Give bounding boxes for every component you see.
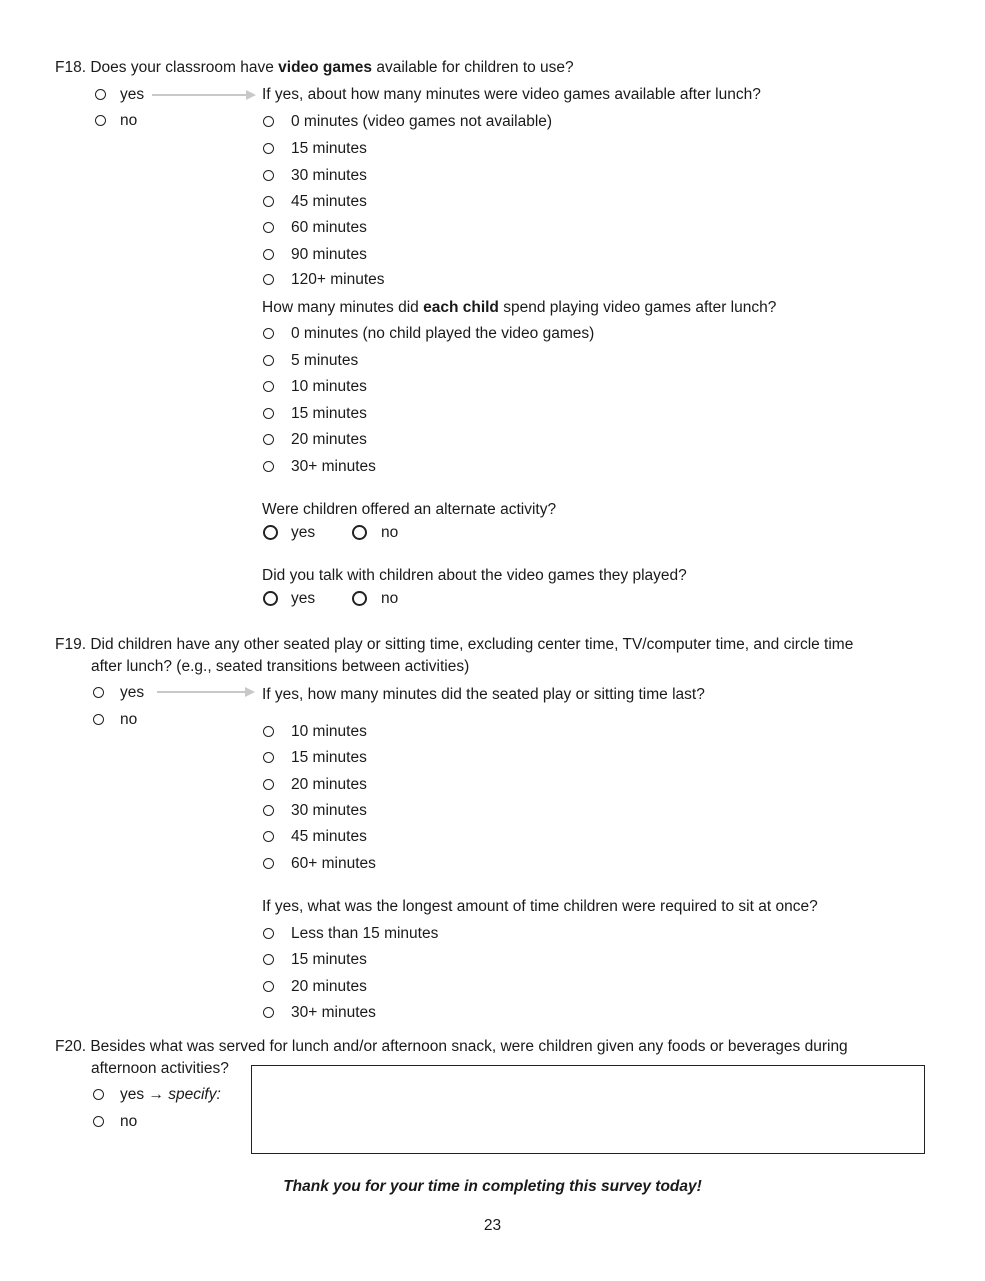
f19-no-label: no [120, 711, 138, 728]
f18-sub2-radio[interactable] [263, 328, 274, 339]
f19-sub1-label: 60+ minutes [291, 855, 376, 872]
f19-question [55, 635, 853, 655]
f19-sub1-radio[interactable] [263, 831, 274, 842]
f18-sub1-radio[interactable] [263, 143, 274, 154]
f19-sub2-radio[interactable] [263, 954, 274, 965]
f18-sub2-label: 5 minutes [291, 352, 359, 369]
f18-sub2-radio[interactable] [263, 355, 274, 366]
f19-sub2-radio[interactable] [263, 928, 274, 939]
f19-question-line1: Did children have any other seated play or sitting time, excluding center time, TV/computer time, and circle time [90, 636, 854, 653]
f18-sub2-bold: each child [423, 299, 499, 316]
f18-sub1-label: 15 minutes [291, 140, 367, 157]
f19-sub2-radio[interactable] [263, 1007, 274, 1018]
f19-number: F19. [55, 636, 87, 653]
arrow-right-icon: → [148, 1086, 164, 1103]
f20-specify-textbox[interactable] [251, 1065, 925, 1154]
f20-question [55, 1037, 848, 1057]
f18-sub2-label: 20 minutes [291, 431, 367, 448]
f19-no-radio[interactable] [93, 714, 104, 725]
f19-yes-label: yes [120, 684, 145, 701]
f19-sub2-label: 15 minutes [291, 951, 367, 968]
f18-no-radio[interactable] [95, 115, 106, 126]
f18-sub4-question: Did you talk with children about the video games they played? [262, 567, 687, 584]
f18-sub4-yes-label: yes [291, 590, 316, 607]
f18-sub1-radio[interactable] [263, 249, 274, 260]
f18-sub1-label: 120+ minutes [291, 271, 385, 288]
f18-sub2-radio[interactable] [263, 461, 274, 472]
f19-sub2-label: 20 minutes [291, 978, 367, 995]
f18-sub2-label: 30+ minutes [291, 458, 376, 475]
f20-question-line1: Besides what was served for lunch and/or afternoon snack, were children given any foods or beverages during [90, 1038, 848, 1055]
f19-sub2-radio[interactable] [263, 981, 274, 992]
f20-number: F20. [55, 1038, 87, 1055]
f19-sub1-radio[interactable] [263, 726, 274, 737]
f18-yes-radio[interactable] [95, 89, 106, 100]
f19-skip-arrow-line [157, 691, 248, 693]
f19-sub1-radio[interactable] [263, 858, 274, 869]
f20-yes-label [120, 1085, 221, 1105]
f18-yes-label: yes [120, 86, 145, 103]
f18-no-label: no [120, 112, 138, 129]
f18-sub3-no-radio[interactable] [352, 525, 367, 540]
f18-sub2-label: 10 minutes [291, 378, 367, 395]
f18-sub2-pre: How many minutes did [262, 299, 424, 316]
f18-sub4-no-label: no [381, 590, 399, 607]
f19-sub2-label: 30+ minutes [291, 1004, 376, 1021]
f18-sub1-label: 0 minutes (video games not available) [291, 113, 553, 130]
f18-sub4-no-radio[interactable] [352, 591, 367, 606]
f18-skip-arrow-line [152, 94, 248, 96]
f18-sub1-radio[interactable] [263, 222, 274, 233]
f19-sub1-radio[interactable] [263, 779, 274, 790]
f18-sub1-radio[interactable] [263, 170, 274, 181]
f18-sub2-post: spend playing video games after lunch? [498, 299, 777, 316]
f18-sub2-question [262, 298, 776, 318]
page-number: 23 [483, 1217, 502, 1234]
f18-question-pre: Does your classroom have [90, 59, 279, 76]
f18-sub1-label: 45 minutes [291, 193, 367, 210]
f18-sub1-question: If yes, about how many minutes were video games available after lunch? [262, 86, 761, 103]
f18-sub1-label: 30 minutes [291, 167, 367, 184]
f19-sub1-radio[interactable] [263, 752, 274, 763]
f20-no-label: no [120, 1113, 138, 1130]
f19-skip-arrow-icon [245, 687, 255, 697]
f20-question-line2: afternoon activities? [91, 1060, 229, 1077]
f19-sub1-label: 20 minutes [291, 776, 367, 793]
f18-sub3-no-label: no [381, 524, 399, 541]
f18-sub1-radio[interactable] [263, 274, 274, 285]
f18-question-post: available for children to use? [372, 59, 574, 76]
f19-sub1-label: 15 minutes [291, 749, 367, 766]
f18-sub1-label: 90 minutes [291, 246, 367, 263]
f18-sub2-radio[interactable] [263, 381, 274, 392]
f18-sub1-radio[interactable] [263, 116, 274, 127]
f19-sub2-question: If yes, what was the longest amount of time children were required to sit at once? [262, 898, 818, 915]
f19-question-line2: after lunch? (e.g., seated transitions between activities) [91, 658, 470, 675]
f18-sub3-question: Were children offered an alternate activity? [262, 501, 557, 518]
f19-yes-radio[interactable] [93, 687, 104, 698]
f18-sub1-radio[interactable] [263, 196, 274, 207]
f18-sub2-label: 0 minutes (no child played the video games) [291, 325, 595, 342]
f18-sub1-label: 60 minutes [291, 219, 367, 236]
thank-you-message: Thank you for your time in completing this survey today! [283, 1178, 702, 1195]
f18-sub2-radio[interactable] [263, 434, 274, 445]
f19-sub1-label: 10 minutes [291, 723, 367, 740]
f18-question [55, 58, 574, 78]
f18-sub2-label: 15 minutes [291, 405, 367, 422]
f18-skip-arrow-icon [246, 90, 256, 100]
f20-no-radio[interactable] [93, 1116, 104, 1127]
f18-number: F18. [55, 59, 87, 76]
f19-sub1-label: 30 minutes [291, 802, 367, 819]
f19-sub2-label: Less than 15 minutes [291, 925, 439, 942]
f18-question-bold: video games [278, 59, 373, 76]
f20-specify-label: specify: [168, 1086, 221, 1103]
f18-sub2-radio[interactable] [263, 408, 274, 419]
f18-sub3-yes-radio[interactable] [263, 525, 278, 540]
f20-yes-text: yes [120, 1086, 145, 1103]
f18-sub3-yes-label: yes [291, 524, 316, 541]
f18-sub4-yes-radio[interactable] [263, 591, 278, 606]
f20-yes-radio[interactable] [93, 1089, 104, 1100]
f19-sub1-radio[interactable] [263, 805, 274, 816]
f19-sub1-question: If yes, how many minutes did the seated play or sitting time last? [262, 686, 705, 703]
f19-sub1-label: 45 minutes [291, 828, 367, 845]
